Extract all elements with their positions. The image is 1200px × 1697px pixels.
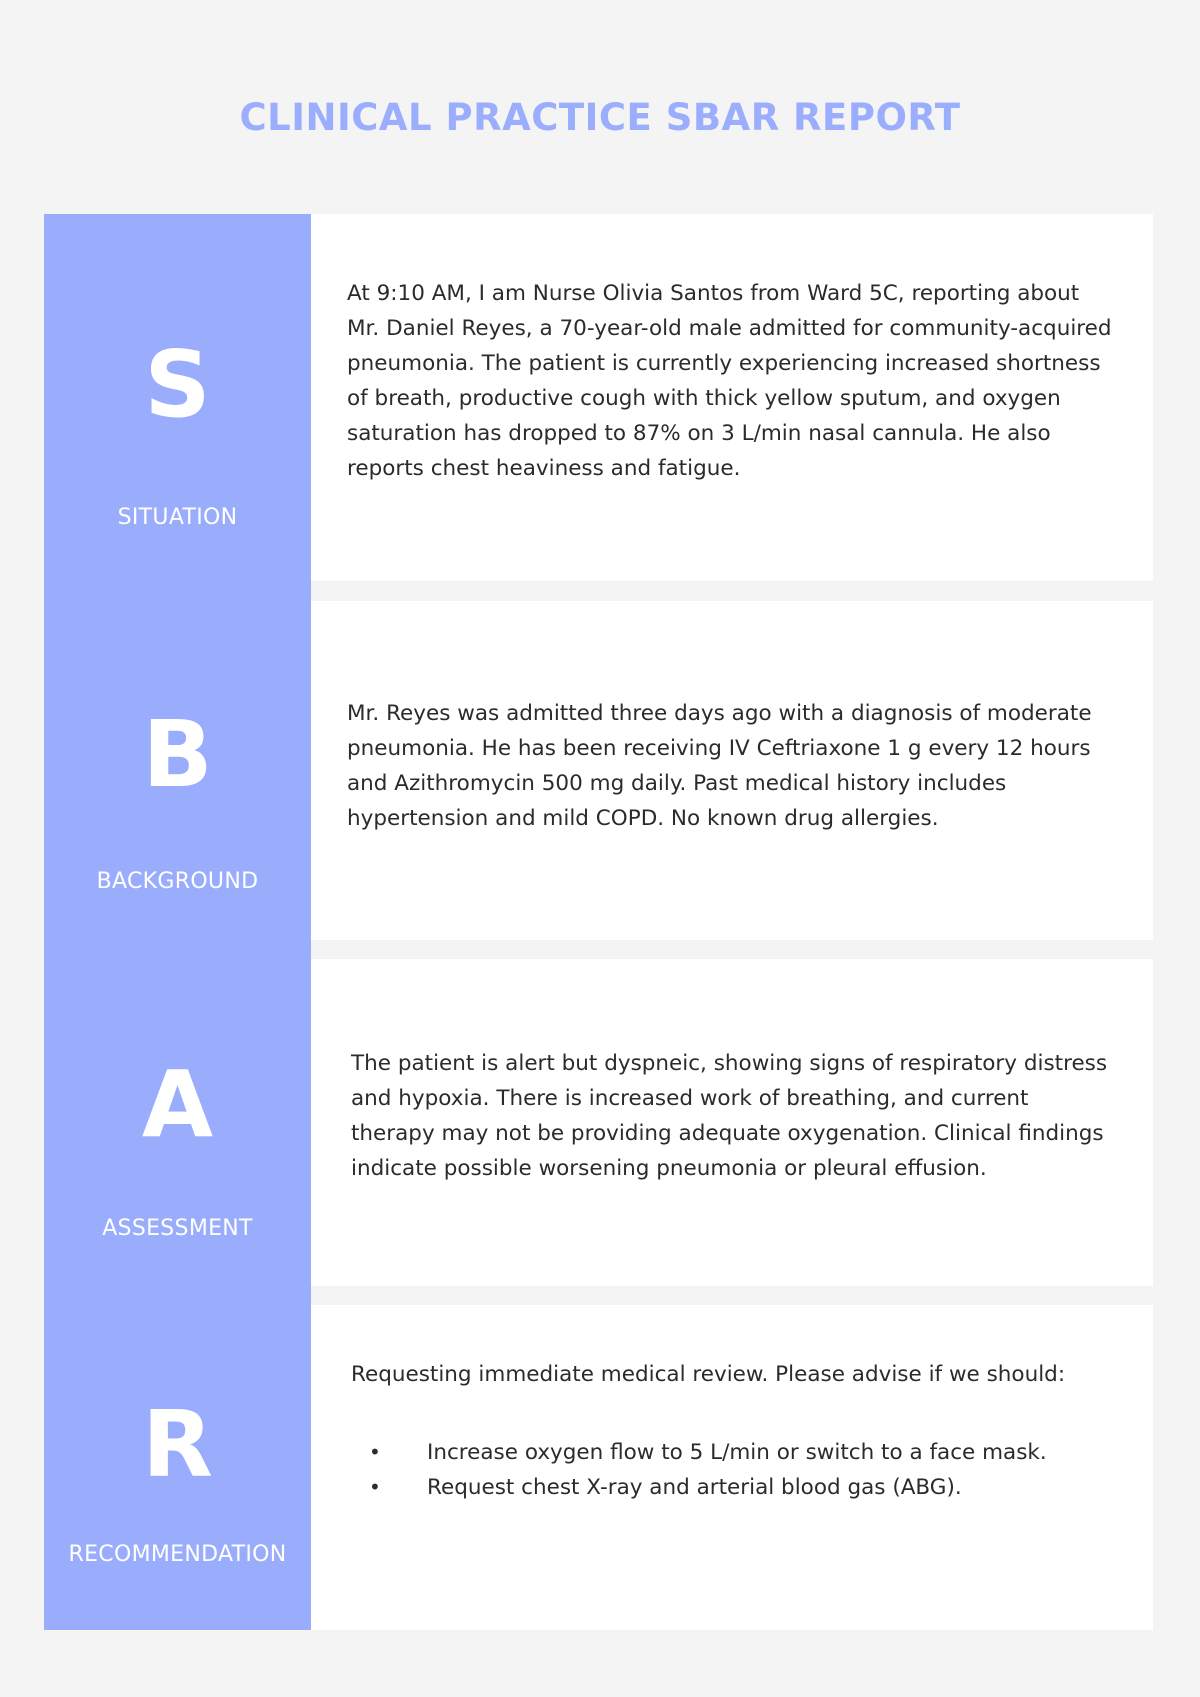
recommendation-bullet-item	[351, 1435, 1111, 1470]
background-letter: B	[142, 701, 213, 808]
situation-label: SITUATION	[117, 505, 238, 530]
bullet-icon: •	[369, 1440, 381, 1464]
assessment-label: ASSESSMENT	[102, 1216, 253, 1241]
recommendation-bullet-text: Request chest X-ray and arterial blood gas (ABG).	[427, 1475, 962, 1500]
page-title: CLINICAL PRACTICE SBAR REPORT	[239, 96, 961, 139]
assessment-letter: A	[141, 1051, 214, 1158]
assessment-text: The patient is alert but dyspneic, showing signs of respiratory distress and hypoxia. There is increased work of breathing, and current therapy may not be providing adequate oxygenation. Clinical findings indicate possible worsening pneumonia or pleural effusion.	[351, 1051, 1108, 1181]
recommendation-bullet-list	[351, 1435, 1111, 1505]
background-text: Mr. Reyes was admitted three days ago with a diagnosis of moderate pneumonia. He has been receiving IV Ceftriaxone 1 g every 12 hours and Azithromycin 500 mg daily. Past medical history includes hypertension and mild COPD. No known drug allergies.	[347, 701, 1092, 831]
bullet-icon: •	[369, 1475, 381, 1499]
recommendation-label: RECOMMENDATION	[68, 1542, 287, 1567]
situation-text: At 9:10 AM, I am Nurse Olivia Santos from Ward 5C, reporting about Mr. Daniel Reyes, a 70-year-old male admitted for community-acquired pneumonia. The patient is currently experiencing increased shortness of breath, productive cough with thick yellow sputum, and oxygen saturation has dropped to 87% on 3 L/min nasal cannula. He also reports chest heaviness and fatigue.	[347, 281, 1112, 481]
recommendation-body	[351, 1357, 1111, 1505]
recommendation-text: Requesting immediate medical review. Please advise if we should:	[351, 1362, 1066, 1387]
situation-letter: S	[144, 331, 211, 438]
background-label: BACKGROUND	[96, 869, 259, 894]
recommendation-bullet-item	[351, 1470, 1111, 1505]
recommendation-letter: R	[142, 1391, 213, 1498]
recommendation-bullet-text: Increase oxygen flow to 5 L/min or switch to a face mask.	[427, 1440, 1047, 1465]
